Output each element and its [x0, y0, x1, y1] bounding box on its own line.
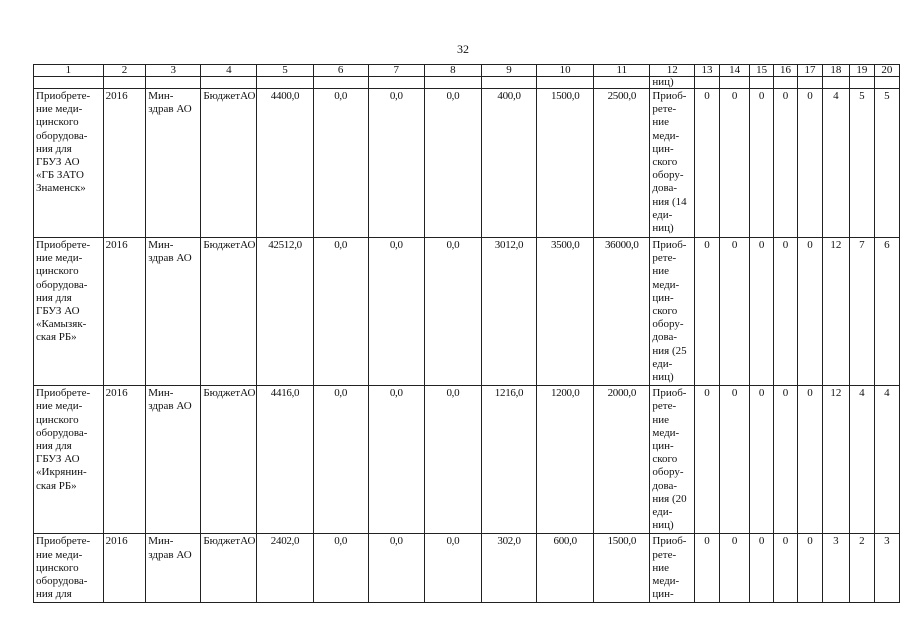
result-cell-line: еди- — [652, 506, 673, 519]
result-cell-line: ние — [652, 561, 670, 574]
result-cell-line: обору- — [652, 169, 684, 182]
column-number: 19 — [849, 65, 874, 77]
executor-cell-line: Мин- — [148, 239, 174, 251]
year-cell: 2016 — [103, 534, 146, 603]
column-number: 3 — [146, 65, 201, 77]
measure-name — [34, 238, 104, 386]
source-cell-line: АО — [240, 90, 256, 102]
amount-cell: 0,0 — [368, 534, 424, 603]
indicator-cell: 5 — [849, 89, 874, 238]
indicator-cell: 0 — [797, 386, 822, 534]
column-number: 1 — [34, 65, 104, 77]
budget-table — [33, 64, 900, 603]
result-cell-line: рете- — [652, 103, 677, 116]
measure-name — [34, 386, 104, 534]
column-number: 14 — [720, 65, 750, 77]
measure-name-line: ние меди- — [36, 103, 83, 116]
indicator-cell: 4 — [822, 89, 849, 238]
indicator-cell: 0 — [750, 386, 774, 534]
measure-name — [34, 534, 104, 603]
measure-name-line: оборудова- — [36, 129, 88, 142]
amount-cell: 600,0 — [537, 534, 594, 603]
amount-cell: 2000,0 — [594, 386, 650, 534]
column-number: 2 — [103, 65, 146, 77]
measure-name-line: ГБУЗ АО — [36, 453, 80, 466]
result-cell-line: рете- — [652, 548, 677, 561]
result-cell-line: цин- — [652, 440, 674, 453]
executor-cell-line: Мин- — [148, 387, 174, 400]
indicator-cell: 0 — [774, 534, 798, 603]
executor-cell-line: здрав АО — [148, 252, 192, 265]
amount-cell: 302,0 — [481, 534, 536, 603]
result-cell-line: ниц) — [652, 519, 674, 532]
amount-cell: 1500,0 — [537, 89, 594, 238]
indicator-cell: 2 — [849, 534, 874, 603]
result-cell-line: обору- — [652, 466, 684, 479]
total-cell: 42512,0 — [257, 238, 313, 386]
indicator-cell: 0 — [750, 534, 774, 603]
executor-cell-line: здрав АО — [148, 548, 192, 561]
measure-name-line: ния для — [36, 291, 72, 304]
indicator-cell: 0 — [750, 89, 774, 238]
source-cell-line: Бюджет — [203, 239, 241, 251]
indicator-cell: 0 — [720, 89, 750, 238]
result-cell-line: рете- — [652, 400, 677, 413]
column-number: 17 — [797, 65, 822, 77]
amount-cell: 0,0 — [313, 386, 368, 534]
amount-cell: 3500,0 — [537, 238, 594, 386]
result-cell — [650, 238, 695, 386]
indicator-cell: 3 — [822, 534, 849, 603]
indicator-cell: 4 — [849, 386, 874, 534]
source-cell-line: Бюджет — [203, 90, 241, 102]
amount-cell: 0,0 — [424, 89, 481, 238]
result-cell-line: цин- — [652, 291, 674, 304]
indicator-cell: 0 — [797, 238, 822, 386]
column-number: 8 — [424, 65, 481, 77]
column-number: 4 — [201, 65, 257, 77]
measure-name-line: Приобрете- — [36, 387, 91, 400]
source-cell-line: Бюджет — [203, 387, 241, 400]
result-cell-line: обору- — [652, 318, 684, 331]
result-cell-line: еди- — [652, 357, 673, 370]
executor-cell-line: здрав АО — [148, 103, 192, 116]
page-number: 32 — [457, 42, 469, 56]
amount-cell: 1200,0 — [537, 386, 594, 534]
measure-name-line: ГБУЗ АО — [36, 156, 80, 169]
result-cell-line: ние — [652, 116, 670, 129]
indicator-cell: 0 — [695, 386, 720, 534]
result-cell-line: Приоб- — [652, 387, 687, 400]
column-number-row — [34, 65, 900, 77]
executor-cell — [146, 386, 201, 534]
column-number: 10 — [537, 65, 594, 77]
executor-cell-line: Мин- — [148, 90, 174, 102]
result-cell-line: ского — [652, 156, 678, 169]
column-number: 7 — [368, 65, 424, 77]
indicator-cell: 0 — [774, 238, 798, 386]
measure-name — [34, 89, 104, 238]
measure-name-line: ская РБ» — [36, 331, 77, 344]
indicator-cell: 3 — [874, 534, 899, 603]
column-number: 6 — [313, 65, 368, 77]
measure-name-line: Приобрете- — [36, 90, 91, 102]
measure-name-line: цинского — [36, 116, 79, 129]
amount-cell: 400,0 — [481, 89, 536, 238]
source-cell-line: АО — [240, 535, 256, 548]
result-cell-line: ния (25 — [652, 344, 687, 357]
measure-name-line: Знаменск» — [36, 182, 86, 195]
indicator-cell: 0 — [750, 238, 774, 386]
indicator-cell: 5 — [874, 89, 899, 238]
amount-cell: 0,0 — [368, 238, 424, 386]
measure-name-line: ния для — [36, 142, 72, 155]
result-cell-line: меди- — [652, 426, 680, 439]
measure-name-line: ние меди- — [36, 252, 83, 265]
measure-name-line: цинского — [36, 265, 79, 278]
result-cell-line: меди- — [652, 278, 680, 291]
measure-name-line: ГБУЗ АО — [36, 305, 80, 318]
result-cell-line: ния (20 — [652, 492, 687, 505]
year-cell: 2016 — [103, 386, 146, 534]
amount-cell: 0,0 — [424, 238, 481, 386]
indicator-cell: 0 — [695, 89, 720, 238]
measure-name-line: ния для — [36, 588, 72, 601]
table-row — [34, 386, 900, 534]
result-cell-line: ние — [652, 413, 670, 426]
measure-name-line: Приобрете- — [36, 239, 91, 251]
table-row — [34, 89, 900, 238]
result-cell-line: ниц) — [652, 222, 674, 235]
column-number: 18 — [822, 65, 849, 77]
result-cell — [650, 534, 695, 603]
indicator-cell: 0 — [720, 238, 750, 386]
result-cell-line: цин- — [652, 588, 674, 601]
column-number: 12 — [650, 65, 695, 77]
measure-name-line: ние меди- — [36, 548, 83, 561]
measure-name-line: оборудова- — [36, 278, 88, 291]
amount-cell: 0,0 — [368, 89, 424, 238]
continuation-row — [34, 77, 900, 89]
amount-cell: 1500,0 — [594, 534, 650, 603]
measure-name-line: цинского — [36, 413, 79, 426]
source-cell — [201, 534, 257, 603]
result-cell-line: дова- — [652, 479, 678, 492]
column-number: 16 — [774, 65, 798, 77]
indicator-cell: 12 — [822, 238, 849, 386]
executor-cell-line: Мин- — [148, 535, 174, 548]
amount-cell: 0,0 — [313, 89, 368, 238]
amount-cell: 0,0 — [313, 238, 368, 386]
indicator-cell: 0 — [695, 238, 720, 386]
result-cell-line: дова- — [652, 182, 678, 195]
executor-cell — [146, 534, 201, 603]
amount-cell: 36000,0 — [594, 238, 650, 386]
column-number: 11 — [594, 65, 650, 77]
indicator-cell: 0 — [774, 386, 798, 534]
source-cell — [201, 238, 257, 386]
result-cell-line: меди- — [652, 129, 680, 142]
measure-name-line: оборудова- — [36, 575, 88, 588]
continuation-text: ниц) — [650, 77, 695, 89]
measure-name-line: «Икрянин- — [36, 466, 87, 479]
result-cell-line: меди- — [652, 575, 680, 588]
result-cell-line: ского — [652, 453, 678, 466]
source-cell-line: АО — [240, 387, 256, 400]
indicator-cell: 12 — [822, 386, 849, 534]
result-cell-line: ния (14 — [652, 195, 687, 208]
total-cell: 4416,0 — [257, 386, 313, 534]
indicator-cell: 0 — [774, 89, 798, 238]
measure-name-line: «ГБ ЗАТО — [36, 169, 84, 182]
result-cell-line: дова- — [652, 331, 678, 344]
indicator-cell: 0 — [720, 534, 750, 603]
measure-name-line: оборудова- — [36, 426, 88, 439]
indicator-cell: 6 — [874, 238, 899, 386]
total-cell: 2402,0 — [257, 534, 313, 603]
result-cell-line: ние — [652, 265, 670, 278]
year-cell: 2016 — [103, 89, 146, 238]
source-cell-line: АО — [240, 239, 256, 251]
indicator-cell: 4 — [874, 386, 899, 534]
column-number: 20 — [874, 65, 899, 77]
result-cell-line: ского — [652, 305, 678, 318]
indicator-cell: 0 — [797, 534, 822, 603]
result-cell-line: ниц) — [652, 371, 674, 384]
result-cell-line: цин- — [652, 142, 674, 155]
result-cell-line: Приоб- — [652, 239, 687, 251]
indicator-cell: 0 — [720, 386, 750, 534]
executor-cell-line: здрав АО — [148, 400, 192, 413]
indicator-cell: 7 — [849, 238, 874, 386]
table-row — [34, 534, 900, 603]
executor-cell — [146, 238, 201, 386]
source-cell — [201, 89, 257, 238]
column-number: 13 — [695, 65, 720, 77]
amount-cell: 0,0 — [313, 534, 368, 603]
measure-name-line: ния для — [36, 440, 72, 453]
amount-cell: 0,0 — [368, 386, 424, 534]
indicator-cell: 0 — [797, 89, 822, 238]
executor-cell — [146, 89, 201, 238]
result-cell-line: еди- — [652, 208, 673, 221]
column-number: 9 — [481, 65, 536, 77]
measure-name-line: ская РБ» — [36, 479, 77, 492]
result-cell-line: рете- — [652, 252, 677, 265]
source-cell — [201, 386, 257, 534]
column-number: 15 — [750, 65, 774, 77]
measure-name-line: ние меди- — [36, 400, 83, 413]
amount-cell: 3012,0 — [481, 238, 536, 386]
column-number: 5 — [257, 65, 313, 77]
result-cell-line: Приоб- — [652, 535, 687, 548]
amount-cell: 0,0 — [424, 386, 481, 534]
table-row — [34, 238, 900, 386]
amount-cell: 1216,0 — [481, 386, 536, 534]
indicator-cell: 0 — [695, 534, 720, 603]
year-cell: 2016 — [103, 238, 146, 386]
result-cell — [650, 386, 695, 534]
amount-cell: 2500,0 — [594, 89, 650, 238]
measure-name-line: Приобрете- — [36, 535, 91, 548]
result-cell-line: Приоб- — [652, 90, 687, 102]
measure-name-line: цинского — [36, 561, 79, 574]
measure-name-line: «Камызяк- — [36, 318, 87, 331]
total-cell: 4400,0 — [257, 89, 313, 238]
source-cell-line: Бюджет — [203, 535, 241, 548]
result-cell — [650, 89, 695, 238]
amount-cell: 0,0 — [424, 534, 481, 603]
